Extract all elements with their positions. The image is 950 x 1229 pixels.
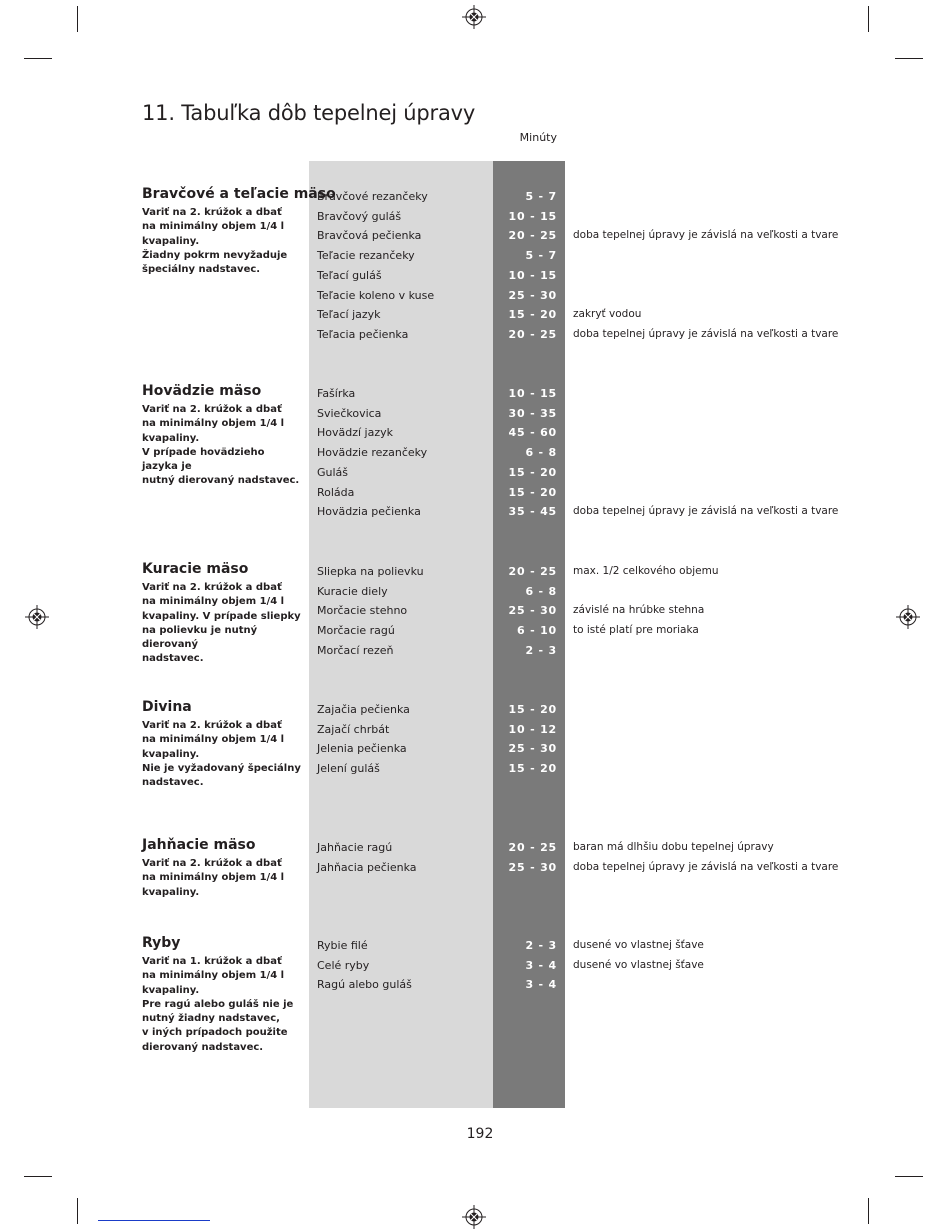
description-line: nutný žiadny nadstavec, [142, 1013, 280, 1025]
table-row [0, 269, 950, 289]
note: to isté platí pre moriaka [573, 624, 699, 637]
cooking-time: 20 - 25 [508, 327, 557, 341]
dish-name: Sviečkovica [317, 406, 382, 420]
dish-name: Zajačí chrbát [317, 722, 390, 736]
table-row [0, 841, 950, 861]
cooking-time: 20 - 25 [508, 841, 557, 854]
dish-name: Sliepka na polievku [317, 565, 424, 578]
table-row [0, 565, 950, 585]
dish-name: Bravčové rezančeky [317, 190, 428, 203]
crop-mark [77, 6, 78, 32]
cooking-time: 5 - 7 [525, 190, 557, 203]
table-row [0, 742, 950, 762]
dish-name: Teľacie koleno v kuse [317, 288, 435, 302]
cooking-time: 25 - 30 [508, 742, 557, 756]
cooking-time: 15 - 20 [508, 465, 557, 479]
cooking-time: 5 - 7 [525, 249, 557, 263]
dish-name: Morčacie ragú [317, 624, 395, 638]
description-line: nutný dierovaný nadstavec. [142, 475, 300, 487]
note: baran má dlhšiu dobu tepelnej úpravy [573, 841, 774, 853]
description-line: V prípade hovädzieho jazyka je [142, 446, 265, 473]
registration-mark-icon [25, 605, 49, 629]
cooking-time: 15 - 20 [508, 762, 557, 776]
cooking-time: 20 - 25 [508, 229, 557, 243]
dish-name: Hovädzia pečienka [317, 505, 421, 519]
crop-mark [895, 1176, 923, 1177]
cooking-time: 2 - 3 [525, 643, 557, 657]
section-title: Bravčové a teľacie mäso [142, 186, 336, 202]
cooking-time: 6 - 8 [525, 446, 557, 460]
cooking-time: 20 - 25 [508, 565, 557, 578]
description-line: Nie je vyžadovaný špeciálny [142, 762, 301, 774]
dish-name: Teľacia pečienka [317, 327, 409, 341]
table-row [0, 446, 950, 466]
note: dusené vo vlastnej šťave [573, 958, 704, 971]
table-row [0, 762, 950, 782]
table-row [0, 959, 950, 979]
description-line: nadstavec. [142, 777, 204, 789]
registration-mark-icon [462, 1205, 486, 1229]
cooking-time: 30 - 35 [508, 406, 557, 420]
table-row [0, 644, 950, 664]
description-line: Variť na 1. krúžok a dbať [142, 956, 282, 967]
dish-name: Fašírka [317, 387, 356, 400]
table-row [0, 604, 950, 624]
dish-name: Kuracie diely [317, 584, 388, 598]
dish-name: Teľací guláš [317, 268, 382, 282]
table-row [0, 328, 950, 348]
crop-mark [77, 1198, 78, 1224]
description-line: špeciálny nadstavec. [142, 264, 261, 276]
dish-name: Jahňacie ragú [317, 841, 393, 854]
table-row [0, 249, 950, 269]
table-row [0, 861, 950, 881]
dish-name: Zajačia pečienka [317, 703, 410, 716]
description-line: kvapaliny. V prípade sliepky [142, 610, 301, 622]
description-line: kvapaliny. [142, 748, 200, 760]
description-line: kvapaliny. [142, 432, 200, 444]
cooking-time: 6 - 10 [517, 624, 557, 638]
description-line: nadstavec. [142, 653, 204, 665]
cooking-time: 3 - 4 [525, 978, 557, 992]
table-row [0, 703, 950, 723]
table-row [0, 190, 950, 210]
description-line: na minimálny objem 1/4 l [142, 596, 285, 608]
dish-name: Teľací jazyk [317, 308, 381, 322]
note: doba tepelnej úpravy je závislá na veľkosti a tvare [573, 327, 839, 340]
table-row [0, 308, 950, 328]
dish-name: Morčací rezeň [317, 643, 394, 657]
dish-name: Ragú alebo guláš [317, 978, 412, 992]
dish-name: Jelenia pečienka [317, 742, 407, 756]
dish-name: Celé ryby [317, 958, 370, 972]
note: závislé na hrúbke stehna [573, 604, 705, 617]
registration-mark-icon [896, 605, 920, 629]
dish-name: Morčacie stehno [317, 604, 408, 618]
dish-name: Rybie filé [317, 939, 368, 952]
section-title: Divina [142, 699, 192, 715]
note: doba tepelnej úpravy je závislá na veľkosti a tvare [573, 229, 839, 242]
table-row [0, 387, 950, 407]
description-line: na minimálny objem 1/4 l [142, 418, 285, 430]
table-row [0, 978, 950, 998]
cooking-time: 25 - 30 [508, 860, 557, 874]
link-underline [98, 1220, 210, 1221]
table-row [0, 289, 950, 309]
description-line: Variť na 2. krúžok a dbať [142, 720, 282, 731]
note: doba tepelnej úpravy je závislá na veľkosti a tvare [573, 860, 839, 873]
description-line: v iných prípadoch použite [142, 1027, 288, 1039]
cooking-time: 45 - 60 [508, 426, 557, 440]
description-line: kvapaliny. [142, 886, 200, 898]
cooking-time: 2 - 3 [525, 939, 557, 952]
cooking-time: 25 - 30 [508, 604, 557, 618]
note: dusené vo vlastnej šťave [573, 939, 704, 951]
cooking-time: 15 - 20 [508, 308, 557, 322]
description-line: kvapaliny. [142, 235, 200, 247]
description-line: Žiadny pokrm nevyžaduje [142, 249, 288, 261]
dish-name: Hovädzie rezančeky [317, 446, 428, 460]
table-row [0, 505, 950, 525]
dish-name: Bravčová pečienka [317, 229, 422, 243]
dish-name: Hovädzí jazyk [317, 426, 394, 440]
section-title: Jahňacie mäso [142, 837, 256, 853]
table-row [0, 407, 950, 427]
crop-mark [895, 58, 923, 59]
note: zakryť vodou [573, 308, 642, 321]
page-title: 11. Tabuľka dôb tepelnej úpravy [142, 101, 476, 125]
table-row [0, 939, 950, 959]
crop-mark [868, 6, 869, 32]
description-line: kvapaliny. [142, 984, 200, 996]
description-line: Variť na 2. krúžok a dbať [142, 404, 282, 415]
table-row [0, 486, 950, 506]
cooking-time: 6 - 8 [525, 584, 557, 598]
section-title: Ryby [142, 935, 181, 951]
dish-name: Jahňacia pečienka [317, 860, 417, 874]
cooking-time: 10 - 12 [508, 722, 557, 736]
description-line: Variť na 2. krúžok a dbať [142, 207, 282, 218]
cooking-time: 15 - 20 [508, 485, 557, 499]
description-line: na minimálny objem 1/4 l [142, 970, 285, 982]
description-line: na minimálny objem 1/4 l [142, 221, 285, 233]
cooking-time: 25 - 30 [508, 288, 557, 302]
cooking-time: 35 - 45 [508, 505, 557, 519]
cooking-time: 10 - 15 [508, 387, 557, 400]
description-line: Variť na 2. krúžok a dbať [142, 858, 282, 869]
table-row [0, 466, 950, 486]
cooking-time: 15 - 20 [508, 703, 557, 716]
dish-name: Roláda [317, 485, 355, 499]
table-row [0, 210, 950, 230]
table-row [0, 426, 950, 446]
crop-mark [868, 1198, 869, 1224]
description-line: na polievku je nutný dierovaný [142, 624, 258, 651]
crop-mark [24, 58, 52, 59]
note: max. 1/2 celkového objemu [573, 565, 719, 577]
registration-mark-icon [462, 5, 486, 29]
description-line: na minimálny objem 1/4 l [142, 734, 285, 746]
section-title: Hovädzie mäso [142, 383, 262, 399]
section-title: Kuracie mäso [142, 561, 249, 577]
minutes-column-header: Minúty [519, 131, 557, 144]
dish-name: Bravčový guláš [317, 209, 402, 223]
description-line: dierovaný nadstavec. [142, 1041, 264, 1053]
crop-mark [24, 1176, 52, 1177]
dish-name: Jelení guláš [317, 762, 380, 776]
table-row [0, 624, 950, 644]
table-row [0, 585, 950, 605]
cooking-time: 10 - 15 [508, 268, 557, 282]
cooking-time: 10 - 15 [508, 209, 557, 223]
table-row [0, 723, 950, 743]
description-line: Variť na 2. krúžok a dbať [142, 582, 282, 593]
dish-name: Teľacie rezančeky [317, 249, 415, 263]
dish-name: Guláš [317, 465, 349, 479]
cooking-time: 3 - 4 [525, 958, 557, 972]
description-line: Pre ragú alebo guláš nie je [142, 998, 294, 1010]
table-row [0, 229, 950, 249]
description-line: na minimálny objem 1/4 l [142, 872, 285, 884]
page-number: 192 [466, 1126, 494, 1142]
note: doba tepelnej úpravy je závislá na veľkosti a tvare [573, 505, 839, 518]
